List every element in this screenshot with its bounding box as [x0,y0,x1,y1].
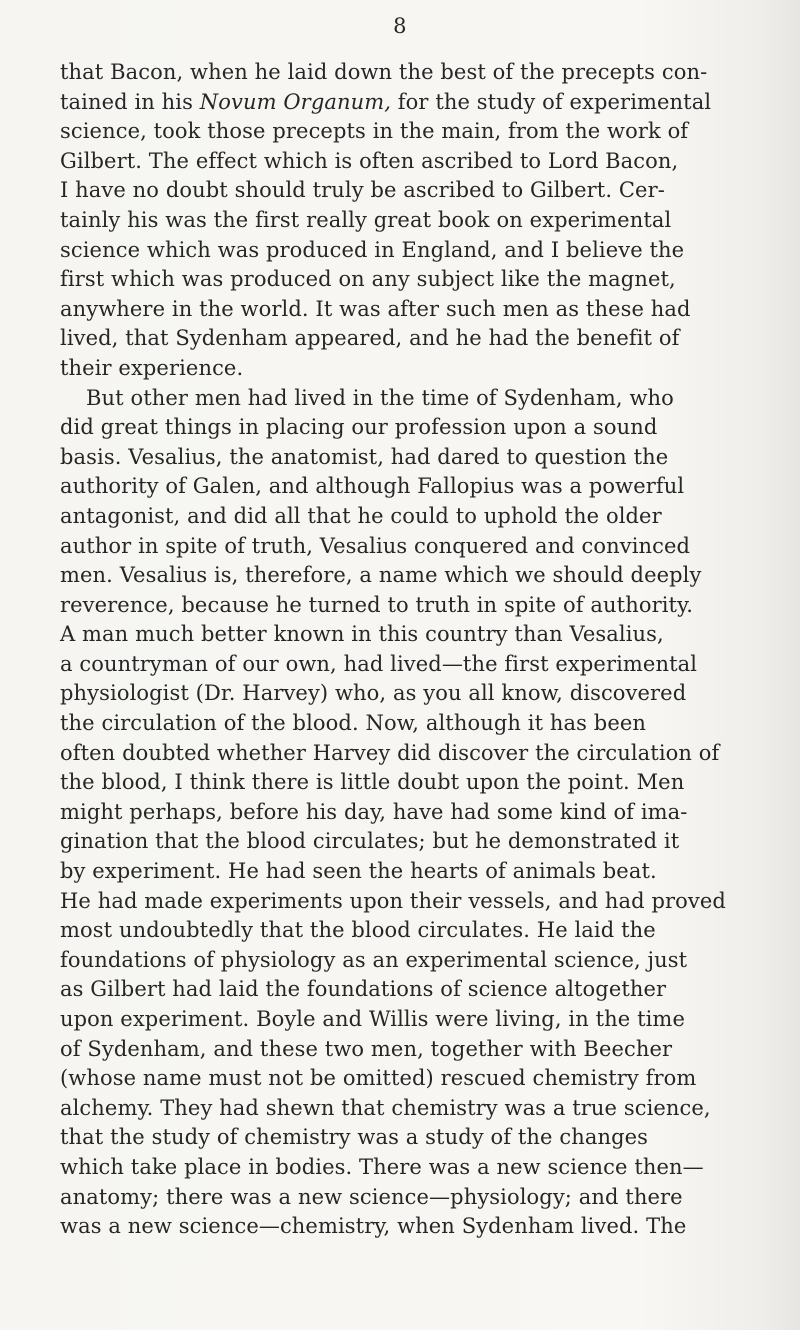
text-line: physiologist (Dr. Harvey) who, as you all know, discovered [60,681,687,706]
paragraph-start-line: But other men had lived in the time of Sydenham, who [86,385,674,410]
text-line: was a new science—chemistry, when Sydenham lived. The [60,1214,687,1239]
text-line: by experiment. He had seen the hearts of animals beat. [60,859,657,884]
text-line-end: for the study of experimental [391,89,712,114]
text-line: as Gilbert had laid the foundations of science altogether [60,977,667,1002]
text-line: Gilbert. The effect which is often ascribed to Lord Bacon, [60,148,679,173]
text-line: science, took those precepts in the main, from the work of [60,119,689,144]
text-line: of Sydenham, and these two men, together with Beecher [60,1036,673,1061]
text-line: alchemy. They had shewn that chemistry was a true science, [60,1095,711,1120]
text-line-start: tained in his [60,89,200,114]
text-line: did great things in placing our profession upon a sound [60,415,658,440]
text-line: first which was produced on any subject like the magnet, [60,267,676,292]
text-line: foundations of physiology as an experimental science, just [60,947,688,972]
text-line: gination that the blood circulates; but he demonstrated it [60,829,680,854]
text-line: basis. Vesalius, the anatomist, had dared to question the [60,444,669,469]
text-line: often doubted whether Harvey did discover the circulation of [60,740,720,765]
text-line: lived, that Sydenham appeared, and he had the benefit of [60,326,680,351]
text-line: the blood, I think there is little doubt upon the point. Men [60,770,685,795]
text-line: men. Vesalius is, therefore, a name which we should deeply [60,563,702,588]
text-line: the circulation of the blood. Now, although it has been [60,711,647,736]
body-text [60,58,790,1242]
text-line: upon experiment. Boyle and Willis were living, in the time [60,1007,685,1031]
text-line: He had made experiments upon their vessels, and had proved [60,888,726,913]
text-line: author in spite of truth, Vesalius conquered and convinced [60,533,691,558]
text-line: most undoubtedly that the blood circulates. He laid the [60,918,656,943]
text-line: that the study of chemistry was a study of the changes [60,1125,649,1150]
text-line: which take place in bodies. There was a new science then— [60,1154,704,1179]
text-line: might perhaps, before his day, have had some kind of ima- [60,799,688,824]
text-line: a countryman of our own, had lived—the first experimental [60,651,698,676]
text-line: antagonist, and did all that he could to uphold the older [60,503,662,528]
page-number: 8 [393,14,407,38]
book-title-italic: Novum Organum, [199,89,392,114]
text-line: tainly his was the first really great book on experimental [60,207,672,232]
text-line: A man much better known in this country than Vesalius, [60,622,664,647]
text-line: that Bacon, when he laid down the best of the precepts con- [60,60,708,84]
text-line: reverence, because he turned to truth in spite of authority. [60,592,694,617]
text-line: anywhere in the world. It was after such men as these had [60,296,691,321]
text-line: I have no doubt should truly be ascribed to Gilbert. Cer- [60,178,665,203]
text-line: their experience. [60,355,244,380]
text-line [60,88,790,118]
text-line: (whose name must not be omitted) rescued chemistry from [60,1066,697,1091]
text-line: anatomy; there was a new science—physiology; and there [60,1184,683,1209]
text-line: science which was produced in England, and I believe the [60,237,685,262]
text-line: authority of Galen, and although Fallopius was a powerful [60,474,685,499]
